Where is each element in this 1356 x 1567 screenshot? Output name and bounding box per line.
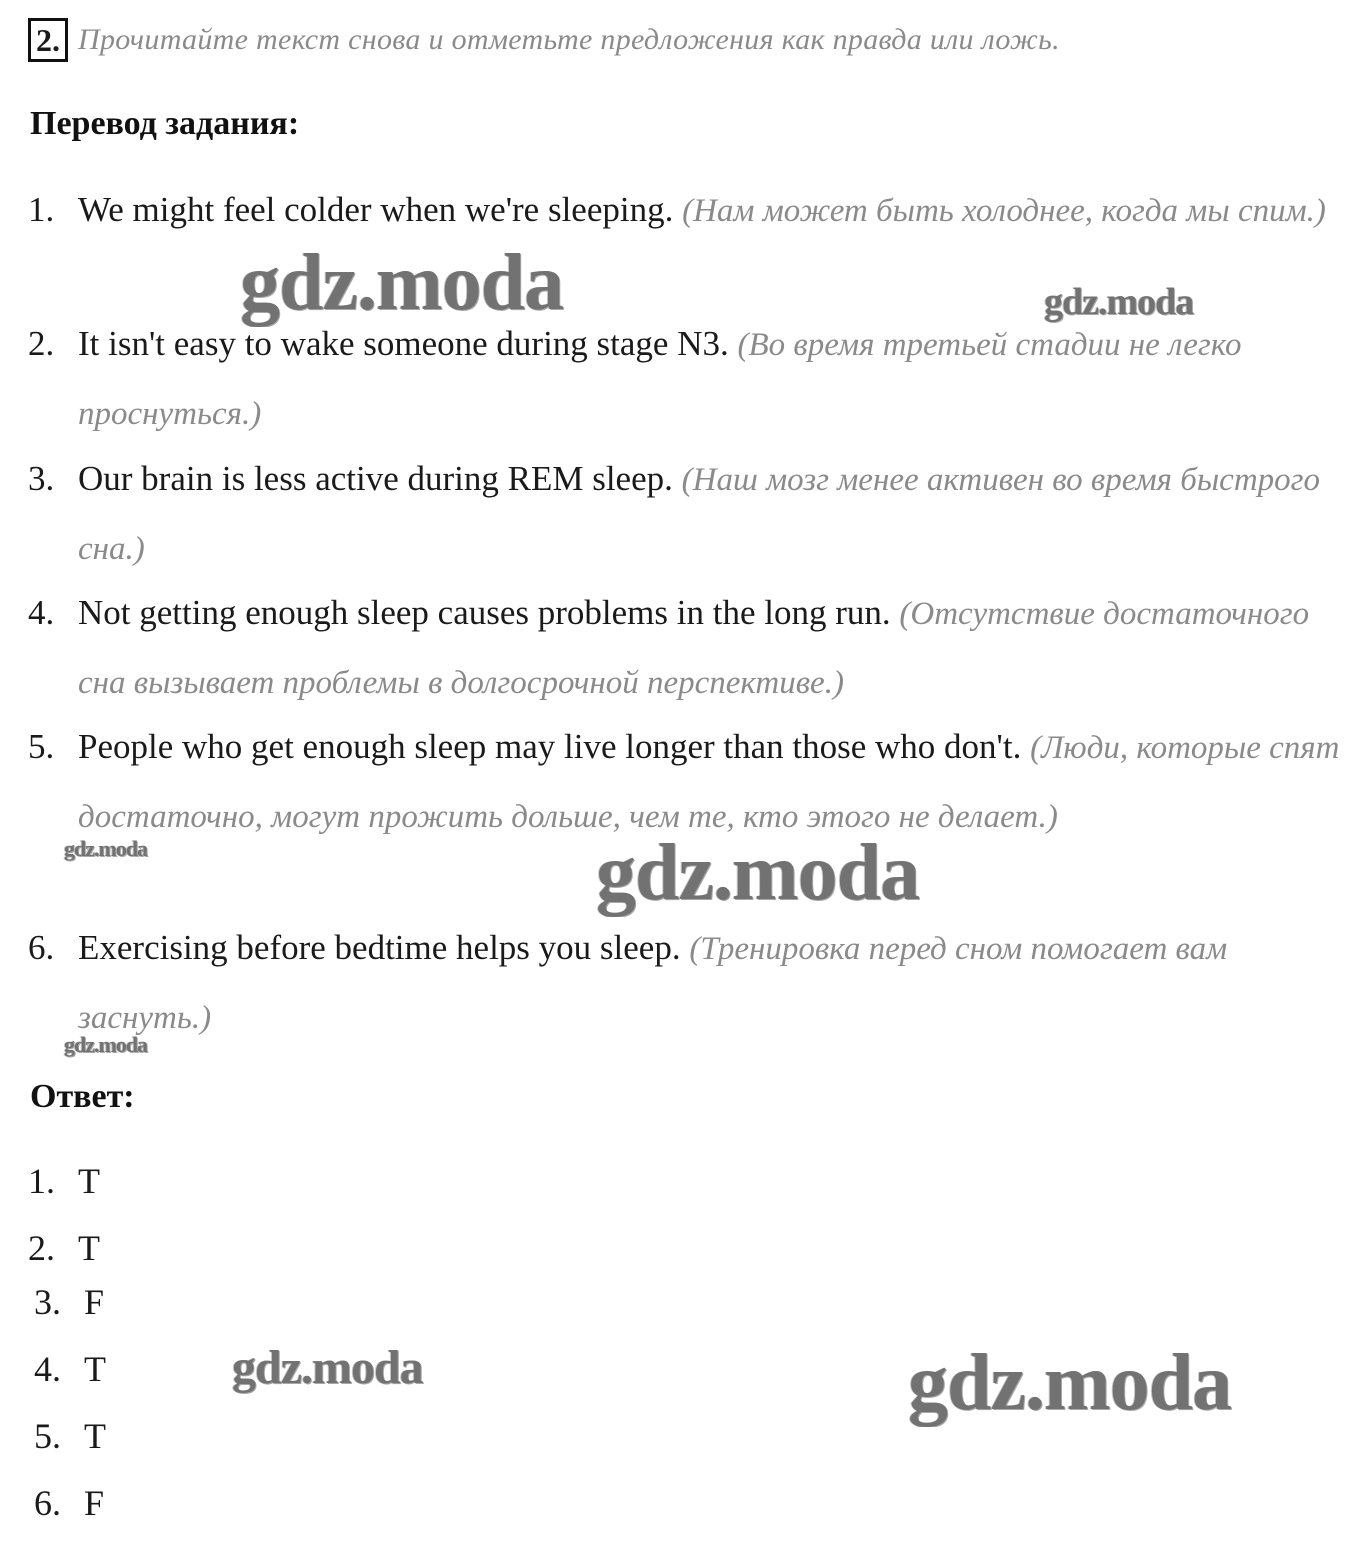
statement-russian: (Тренировка перед сном помогает вам заснуть.) <box>78 931 1228 1036</box>
watermark-logo: gdz.moda <box>908 1339 1232 1427</box>
answer-number: 5. <box>34 1416 61 1456</box>
statement-russian: (Нам может быть холоднее, когда мы спим.) <box>682 193 1326 229</box>
answer-value: F <box>84 1282 105 1322</box>
answer-number: 1. <box>28 1161 55 1201</box>
statement-number: 2. <box>28 324 55 363</box>
statement-number: 4. <box>28 593 55 632</box>
answer-item <box>28 1160 100 1202</box>
answer-item <box>34 1281 104 1323</box>
statement-english: We might feel colder when we're sleeping. <box>78 190 674 229</box>
statement-english: Not getting enough sleep causes problems in the long run. <box>78 593 891 632</box>
answer-value: T <box>84 1349 106 1389</box>
statement-number: 6. <box>28 928 55 967</box>
watermark-logo: gdz.moda <box>232 1341 423 1394</box>
statement-english: It isn't easy to wake someone during stage N3. <box>78 324 729 363</box>
statement-english: Exercising before bedtime helps you sleep. <box>78 928 681 967</box>
answer-item <box>28 1227 100 1269</box>
statement-english: Our brain is less active during REM sleep. <box>78 459 673 498</box>
answer-value: T <box>78 1161 100 1201</box>
statement-english: People who get enough sleep may live longer than those who don't. <box>78 727 1022 766</box>
statement-russian: (Отсутствие достаточного сна вызывает проблемы в долгосрочной перспективе.) <box>78 596 1310 701</box>
answer-heading: Ответ: <box>30 1078 135 1115</box>
statement-item <box>28 914 1348 1052</box>
watermark-logo: gdz.moda <box>64 836 148 861</box>
answer-number: 3. <box>34 1282 61 1322</box>
answer-number: 2. <box>28 1228 55 1268</box>
task-header <box>28 18 1060 62</box>
statement-russian: (Наш мозг менее активен во время быстрого сна.) <box>78 462 1321 567</box>
answer-value: F <box>84 1483 105 1523</box>
watermark-logo: gdz.moda <box>64 1032 148 1057</box>
statement-item <box>28 310 1348 448</box>
answer-number: 6. <box>34 1483 61 1523</box>
statement-russian: (Люди, которые спят достаточно, могут прожить дольше, чем те, кто этого не делает.) <box>78 730 1340 835</box>
statement-russian: (Во время третьей стадии не легко проснуться.) <box>78 327 1242 432</box>
watermark-logo: gdz.moda <box>1044 281 1194 323</box>
statement-item <box>28 579 1348 717</box>
translation-heading: Перевод задания: <box>30 105 300 142</box>
answer-item <box>34 1415 106 1457</box>
statement-number: 3. <box>28 459 55 498</box>
task-number: 2. <box>28 18 68 62</box>
statement-item <box>28 445 1348 583</box>
answer-number: 4. <box>34 1349 61 1389</box>
answer-item <box>34 1348 106 1390</box>
statement-number: 1. <box>28 190 55 229</box>
task-instruction: Прочитайте текст снова и отметьте предложения как правда или ложь. <box>78 23 1060 56</box>
answer-value: T <box>84 1416 106 1456</box>
answer-item <box>34 1482 104 1524</box>
statement-item <box>28 176 1348 245</box>
watermark-logo: gdz.moda <box>596 829 920 917</box>
watermark-logo: gdz.moda <box>240 239 564 327</box>
statement-number: 5. <box>28 727 55 766</box>
answer-value: T <box>78 1228 100 1268</box>
